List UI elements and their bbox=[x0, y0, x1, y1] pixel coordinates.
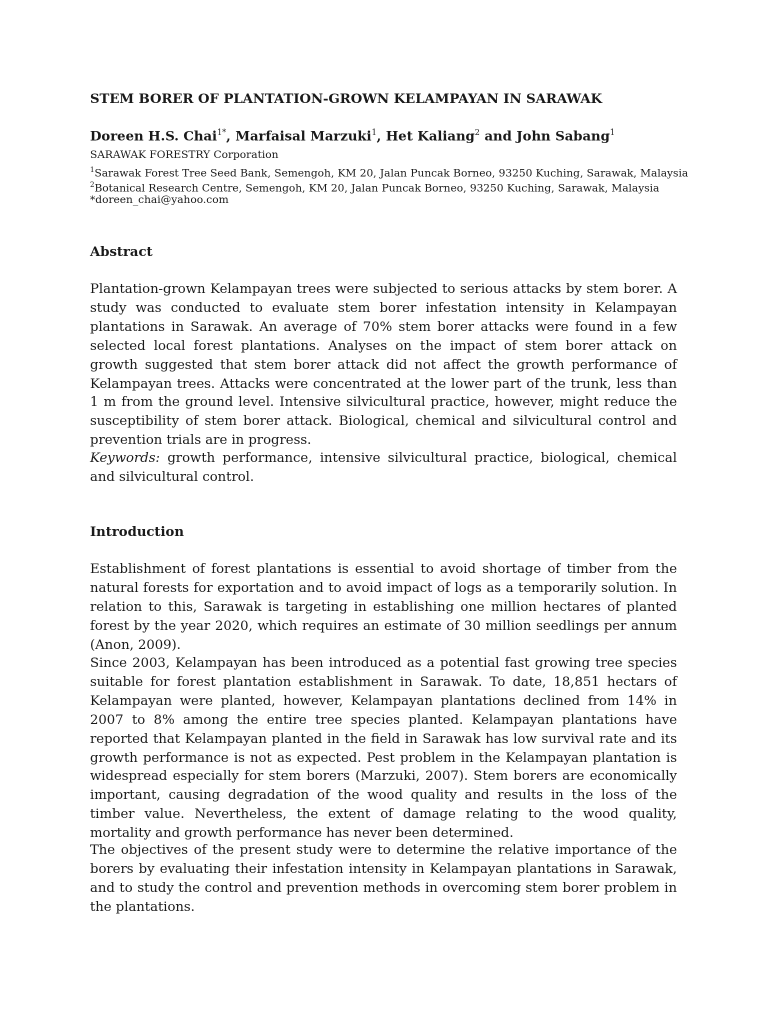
author-separator: and bbox=[479, 129, 517, 145]
author-name: John Sabang bbox=[516, 129, 610, 145]
paper-title: STEM BORER OF PLANTATION-GROWN KELAMPAYAN IN SARAWAK bbox=[90, 92, 603, 107]
author-name: Doreen H.S. Chai bbox=[90, 129, 218, 145]
author-affiliation-mark: 1 bbox=[371, 128, 377, 137]
author-name: Het Kaliang bbox=[385, 129, 475, 145]
affiliation-mark: 1 bbox=[90, 166, 95, 174]
intro-paragraph: Since 2003, Kelampayan has been introduced as a potential fast growing tree species suitable for forest plantation establishment in Sarawak. To date, 18,851 hectars of Kelampayan were planted, however, Kelampayan plantations declined from 14% in 2007 to 8% among the entire tree species planted. Kelampayan plantations have reported that Kelampayan planted in the field in Sarawak has low survival rate and its growth performance is not as expected. Pest problem in the Kelampayan plantation is widespread especially for stem borers (Marzuki, 2007). Stem borers are economically important, causing degradation of the wood quality and results in the loss of the timber value. Nevertheless, the extent of damage relating to the wood quality, mortality and growth performance has never been determined. bbox=[90, 656, 677, 842]
author-affiliation-mark: 1* bbox=[217, 128, 227, 137]
author-separator: , bbox=[376, 129, 386, 145]
keywords-label: Keywords: bbox=[90, 451, 160, 466]
author-name: Marfaisal Marzuki bbox=[235, 129, 372, 145]
author-affiliation-mark: 1 bbox=[609, 128, 615, 137]
intro-paragraph: Establishment of forest plantations is essential to avoid shortage of timber from the natural forests for exportation and to avoid impact of logs as a temporarily solution. In relation to this, Sarawak is targeting in establishing one million hectares of planted forest by the year 2020, which requires an estimate of 30 million seedlings per annum (Anon, 2009). bbox=[90, 562, 677, 653]
abstract-text: Plantation-grown Kelampayan trees were subjected to serious attacks by stem borer. A study was conducted to evaluate stem borer infestation intensity in Kelampayan plantations in Sarawak. An average of 70% stem borer attacks were found in a few selected local forest plantations. Analyses on the impact of stem borer attack on growth suggested that stem borer attack did not affect the growth performance of Kelampayan trees. Attacks were concentrated at the lower part of the trunk, less than 1 m from the ground level. Intensive silvicultural practice, however, might reduce the susceptibility of stem borer attack. Biological, chemical and silvicultural control and prevention trials are in progress. bbox=[90, 282, 677, 449]
corresponding-email: *doreen_chai@yahoo.com bbox=[90, 194, 229, 206]
author-affiliation-mark: 2 bbox=[474, 128, 480, 137]
organization-name: SARAWAK FORESTRY Corporation bbox=[90, 149, 279, 161]
author-separator: , bbox=[226, 129, 236, 145]
keywords bbox=[90, 450, 677, 488]
introduction-heading: Introduction bbox=[90, 525, 184, 540]
author-list bbox=[90, 128, 615, 144]
affiliation-text: Botanical Research Centre, Semengoh, KM 20, Jalan Puncak Borneo, 93250 Kuching, Sarawak, Malaysia bbox=[94, 182, 660, 195]
abstract-heading: Abstract bbox=[90, 245, 153, 260]
keywords-text: growth performance, intensive silvicultural practice, biological, chemical and silvicultural control. bbox=[90, 451, 677, 485]
intro-paragraph: The objectives of the present study were to determine the relative importance of the borers by evaluating their infestation intensity in Kelampayan plantations in Sarawak, and to study the control and prevention methods in overcoming stem borer problem in the plantations. bbox=[90, 843, 677, 915]
affiliation-text: Sarawak Forest Tree Seed Bank, Semengoh, KM 20, Jalan Puncak Borneo, 93250 Kuching, Sarawak, Malaysia bbox=[94, 167, 689, 180]
affiliation-mark: 2 bbox=[90, 181, 95, 189]
